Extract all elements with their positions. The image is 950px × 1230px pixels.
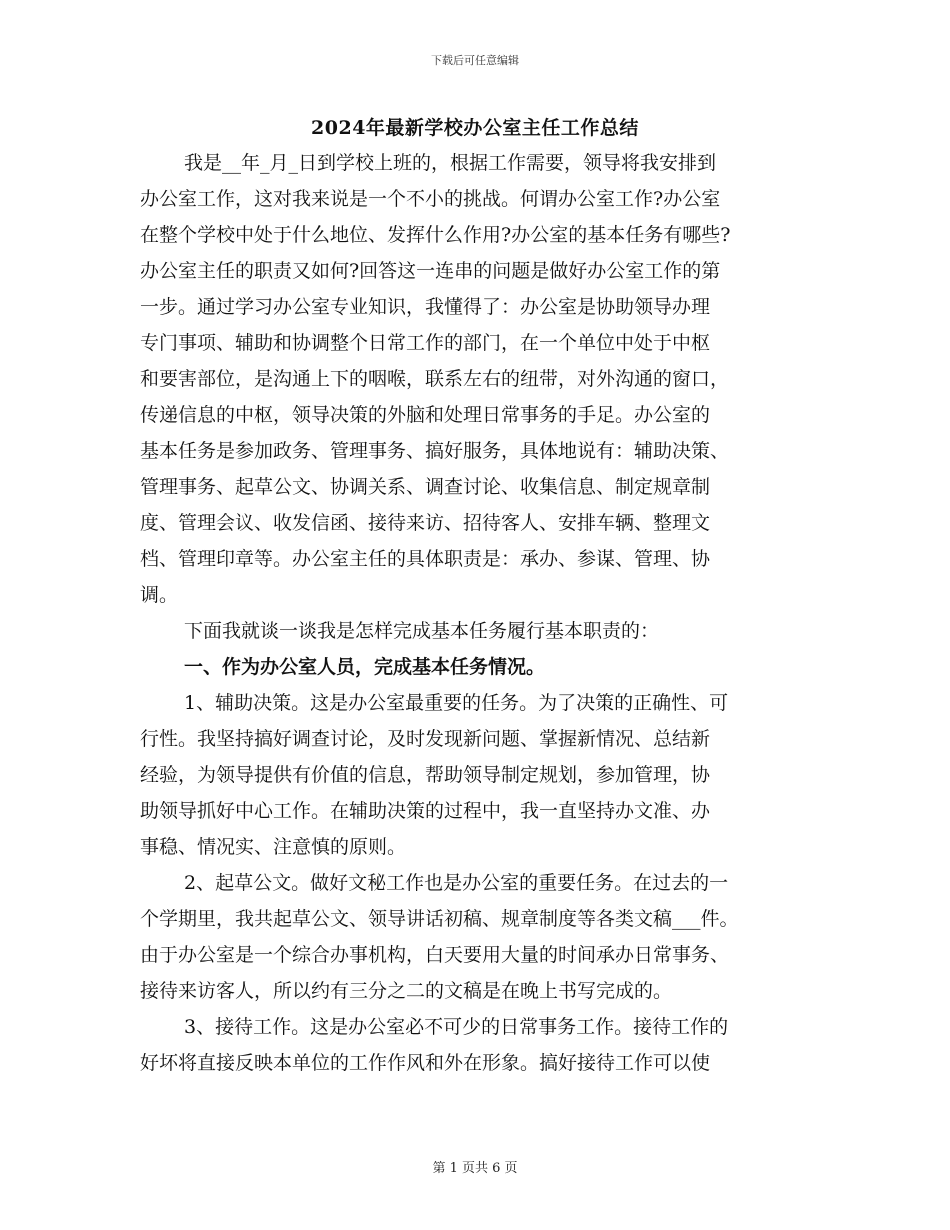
document-body (140, 145, 812, 1081)
paragraph-line: 接待来访客人，所以约有三分之二的文稿是在晚上书写完成的。 (140, 980, 673, 1002)
page-footer-number: 第 1 页共 6 页 (432, 1161, 518, 1176)
paragraph-line: 个学期里，我共起草公文、领导讲话初稿、规章制度等各类文稿___件。 (140, 908, 739, 930)
paragraph-line: 在整个学校中处于什么地位、发挥什么作用?办公室的基本任务有哪些? (140, 224, 731, 246)
paragraph-line: 档、管理印章等。办公室主任的具体职责是：承办、参谋、管理、协 (140, 548, 711, 570)
paragraph-line: 和要害部位，是沟通上下的咽喉，联系左右的纽带，对外沟通的窗口， (140, 368, 730, 390)
paragraph-line: 助领导抓好中心工作。在辅助决策的过程中，我一直坚持办文准、办 (140, 800, 711, 822)
paragraph-line: 专门事项、辅助和协调整个日常工作的部门，在一个单位中处于中枢 (140, 332, 711, 354)
paragraph-line: 一步。通过学习办公室专业知识，我懂得了：办公室是协助领导办理 (140, 296, 711, 318)
paragraph-line: 下面我就谈一谈我是怎样完成基本任务履行基本职责的： (184, 620, 660, 642)
paragraph-line: 传递信息的中枢，领导决策的外脑和处理日常事务的手足。办公室的 (140, 404, 711, 426)
paragraph-line: 办公室主任的职责又如何?回答这一连串的问题是做好办公室工作的第 (140, 260, 721, 282)
section-heading: 一、作为办公室人员，完成基本任务情况。 (184, 656, 546, 678)
paragraph-line: 管理事务、起草公文、协调关系、调查讨论、收集信息、制定规章制 (140, 476, 711, 498)
paragraph-line: 行性。我坚持搞好调查讨论，及时发现新问题、掌握新情况、总结新 (140, 728, 711, 750)
paragraph-line: 办公室工作，这对我来说是一个不小的挑战。何谓办公室工作?办公室 (140, 188, 721, 210)
paragraph-line: 事稳、情况实、注意慎的原则。 (140, 836, 407, 858)
paragraph-line: 我是__年_月_日到学校上班的，根据工作需要，领导将我安排到 (184, 152, 717, 174)
paragraph-line: 2、起草公文。做好文秘工作也是办公室的重要任务。在过去的一 (184, 872, 729, 894)
paragraph-line: 调。 (140, 584, 179, 606)
document-title: 2024年最新学校办公室主任工作总结 (311, 117, 639, 139)
paragraph-line: 1、辅助决策。这是办公室最重要的任务。为了决策的正确性、可 (184, 692, 729, 714)
paragraph-line: 基本任务是参加政务、管理事务、搞好服务，具体地说有：辅助决策、 (140, 440, 730, 462)
paragraph-line: 3、接待工作。这是办公室必不可少的日常事务工作。接待工作的 (184, 1016, 729, 1038)
page-header-note: 下载后可任意编辑 (431, 54, 519, 67)
paragraph-line: 好坏将直接反映本单位的工作作风和外在形象。搞好接待工作可以使 (140, 1052, 711, 1074)
paragraph-line: 经验，为领导提供有价值的信息，帮助领导制定规划，参加管理，协 (140, 764, 711, 786)
paragraph-line: 度、管理会议、收发信函、接待来访、招待客人、安排车辆、整理文 (140, 512, 711, 534)
paragraph-line: 由于办公室是一个综合办事机构，白天要用大量的时间承办日常事务、 (140, 944, 730, 966)
